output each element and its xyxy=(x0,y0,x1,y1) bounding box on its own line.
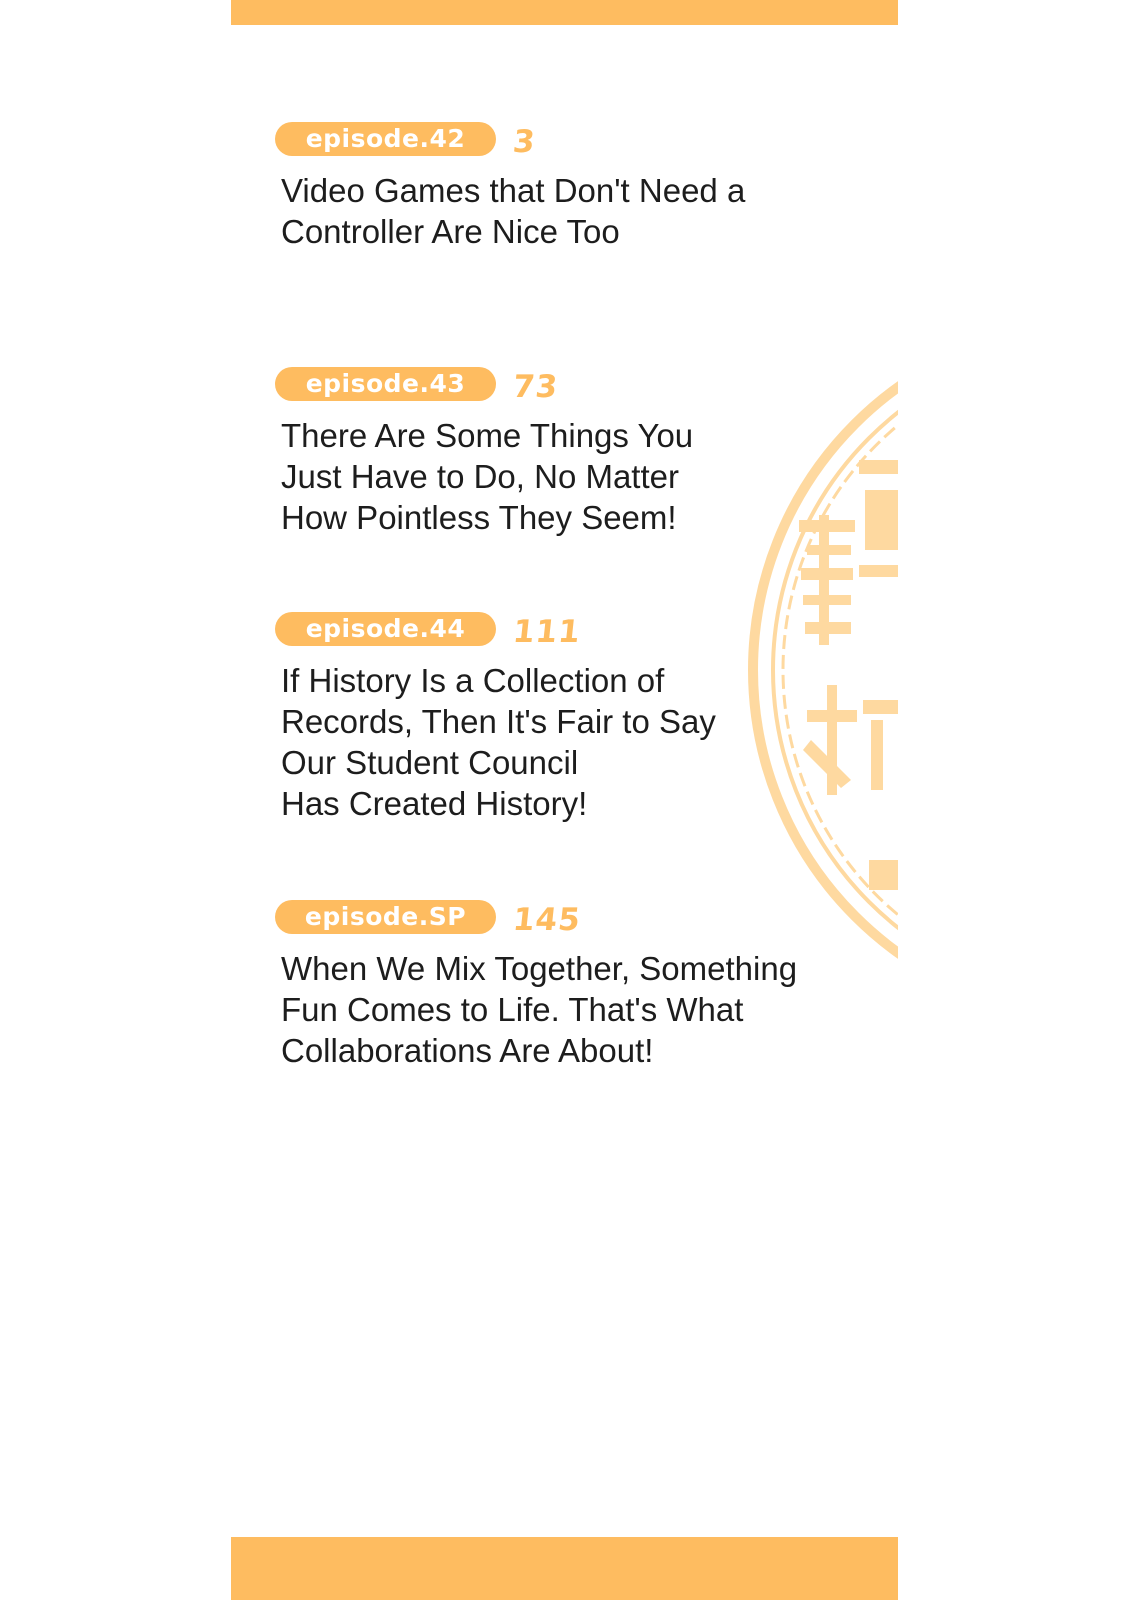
episode-badge: episode.44 xyxy=(275,612,496,646)
toc-entry[interactable] xyxy=(275,367,875,538)
page-number: 73 xyxy=(511,369,561,405)
episode-badge: episode.42 xyxy=(275,122,496,156)
top-color-band xyxy=(231,0,898,25)
toc-page xyxy=(231,0,898,1600)
page-number: 111 xyxy=(511,614,583,650)
episode-title: When We Mix Together, Something Fun Comes to Life. That's What Collaborations Are About! xyxy=(281,950,798,1069)
page-number: 3 xyxy=(511,124,538,160)
episode-title: If History Is a Collection of Records, Then It's Fair to Say Our Student Council Has Created History! xyxy=(281,662,716,822)
toc-entry[interactable] xyxy=(275,900,875,1071)
episode-badge: episode.43 xyxy=(275,367,496,401)
episode-title: There Are Some Things You Just Have to Do, No Matter How Pointless They Seem! xyxy=(281,417,694,536)
page-number: 145 xyxy=(511,902,583,938)
episode-title: Video Games that Don't Need a Controller Are Nice Too xyxy=(281,172,746,250)
toc-entry[interactable] xyxy=(275,122,875,252)
episode-badge: episode.SP xyxy=(275,900,496,934)
bottom-color-band xyxy=(231,1537,898,1600)
toc-entry[interactable] xyxy=(275,612,875,824)
